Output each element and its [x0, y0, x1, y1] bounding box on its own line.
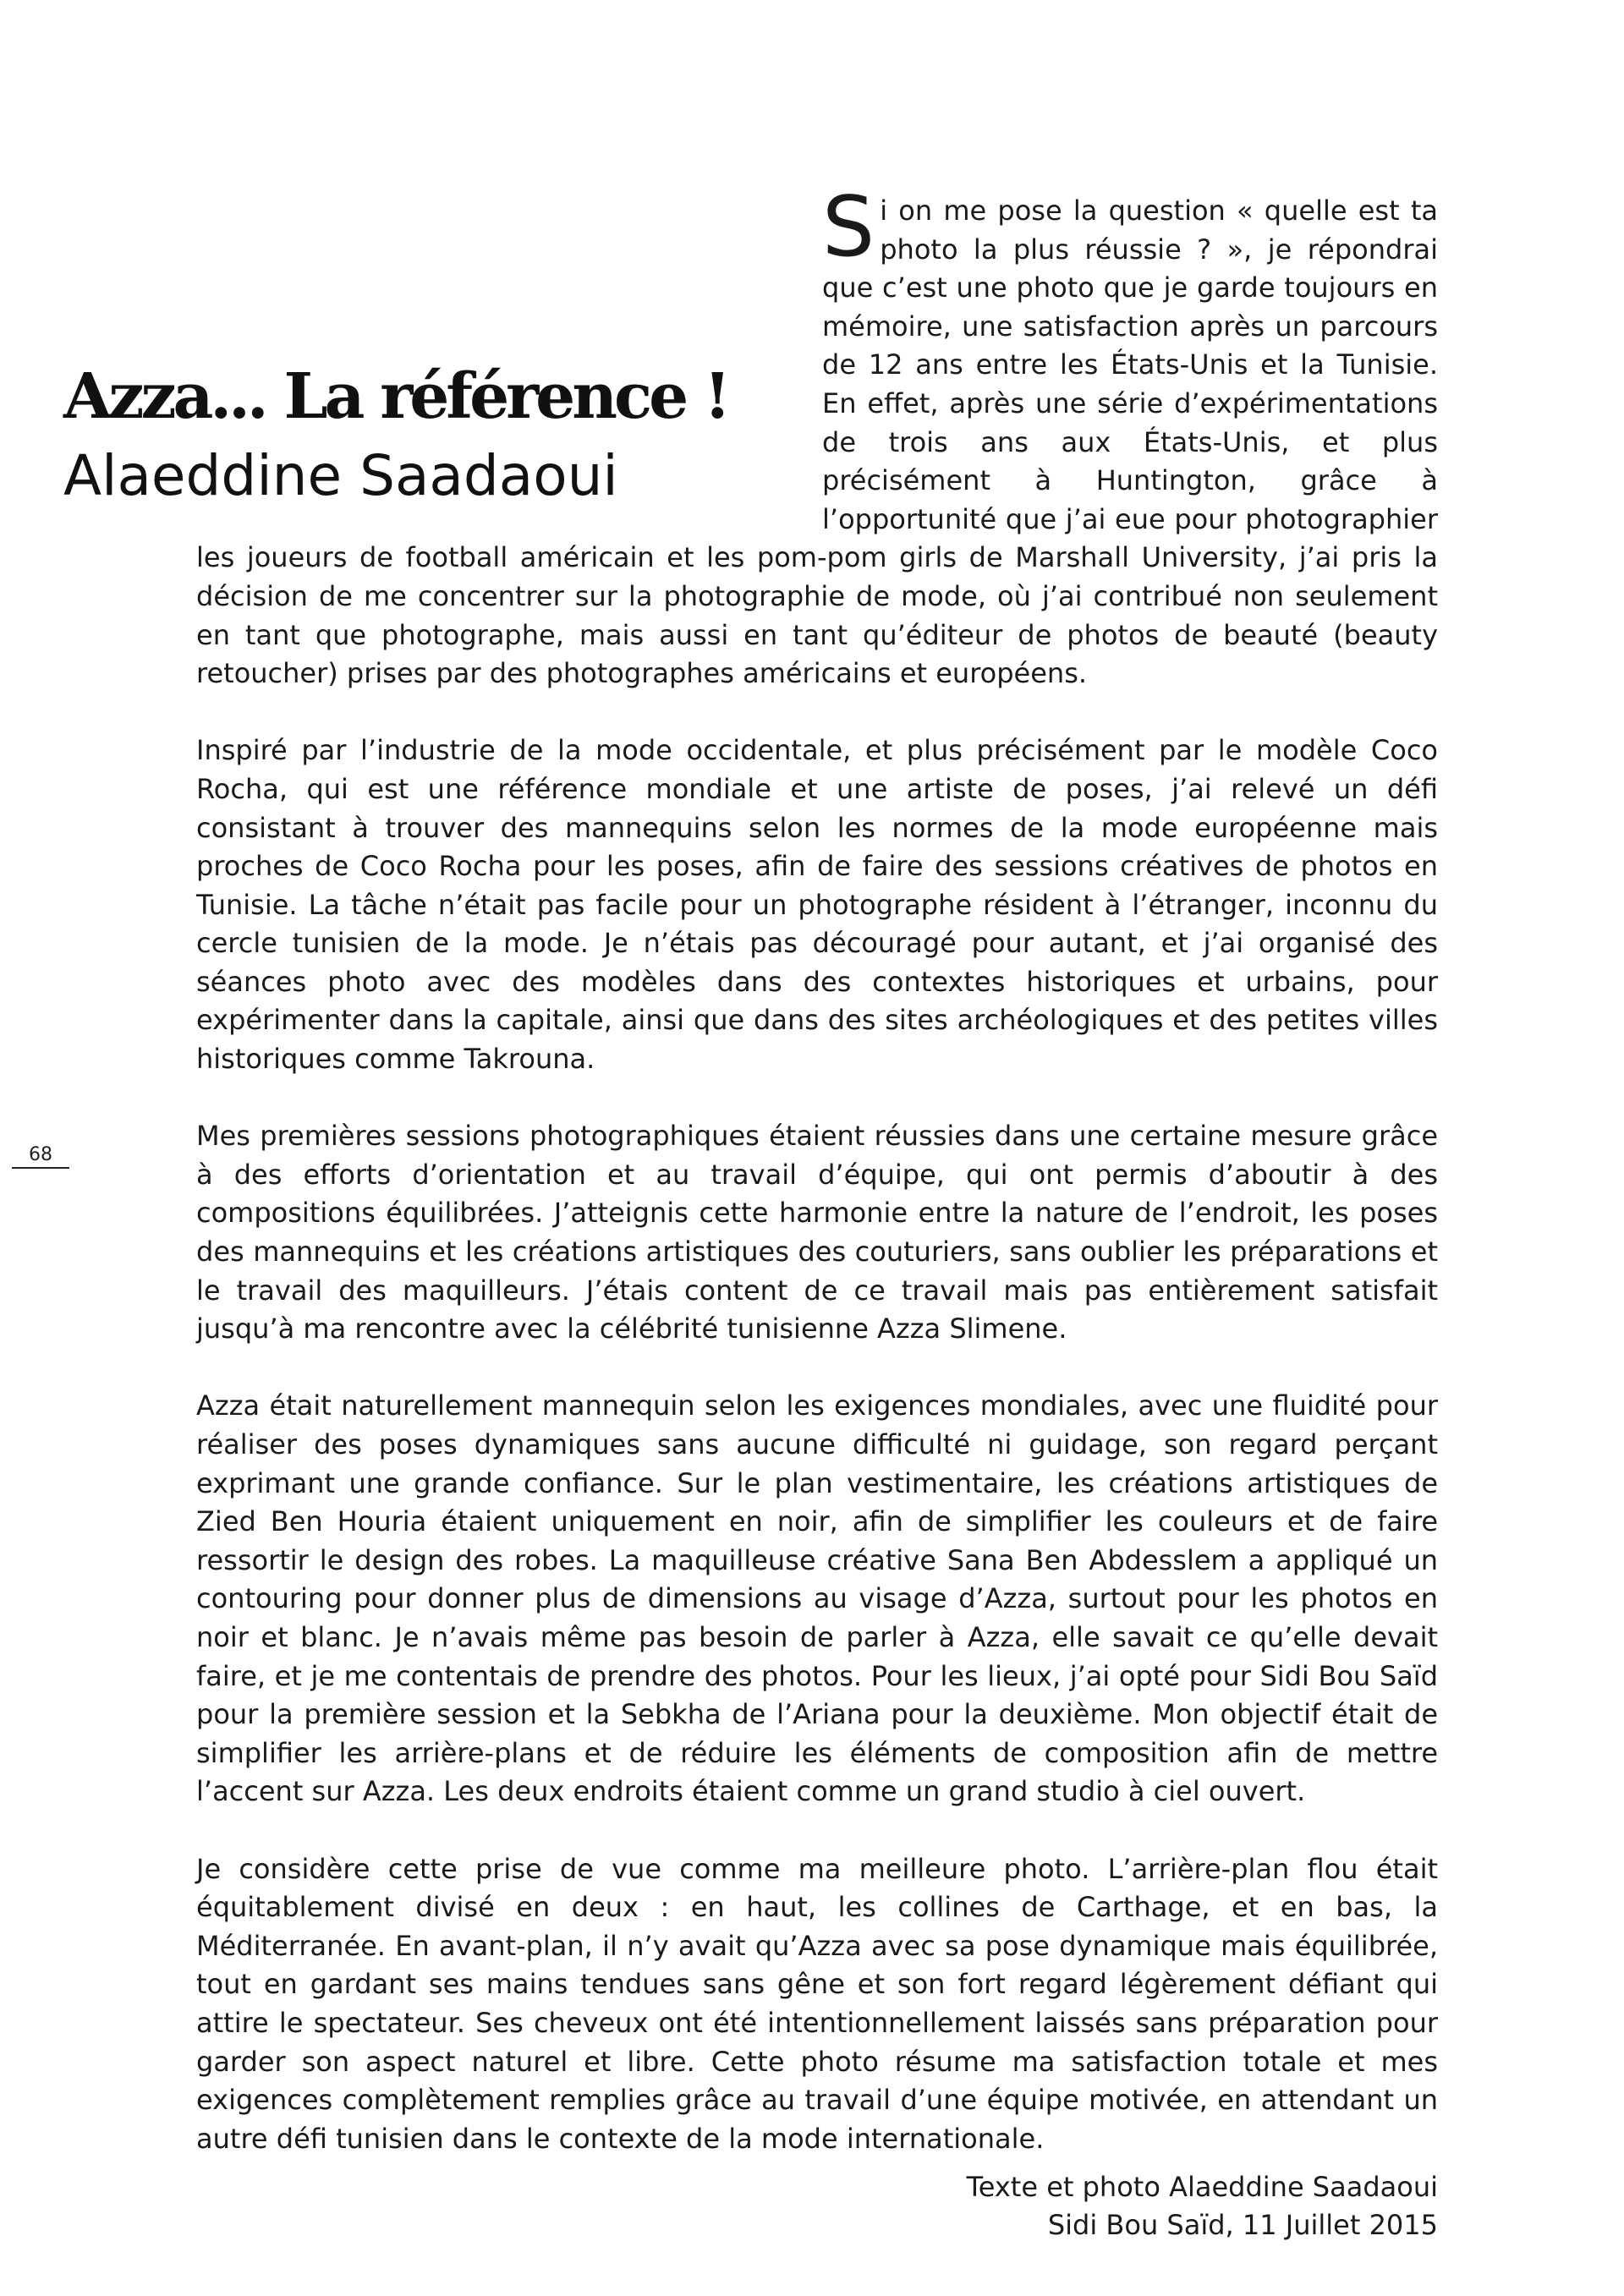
paragraph-4: Azza était naturellement mannequin selon les exigences mondiales, avec une fluidité pour réaliser des poses dynamiques sans aucune difficulté ni guidage, son regard perçant exprimant une grande confiance. Sur le plan vestimentaire, les créations artistiques de Zied Ben Houria étaient uniquement en noir, afin de simplifier les couleurs et de faire ressortir le design des robes. La maquilleuse créative Sana Ben Abdesslem a appliqué un contouring pour donner plus de dimensions au visage d’Azza, surtout pour les photos en noir et blanc. Je n’avais même pas besoin de parler à Azza, elle savait ce qu’elle devait faire, et je me contentais de prendre des photos. Pour les lieux, j’ai opté pour Sidi Bou Saïd pour la première session et la Sebkha de l’Ariana pour la deuxième. Mon objectif était de simplifier les arrière-plans et de réduire les éléments de composition afin de mettre l’accent sur Azza. Les deux endroits étaient comme un grand studio à ciel ouvert. [196, 1389, 1438, 1808]
article-body [196, 179, 1438, 2245]
drop-cap: S [822, 179, 875, 276]
page-number: 68 [12, 1143, 69, 1169]
paragraph-1-text: i on me pose la question « quelle est ta photo la plus réussie ? », je répondrai que c’est une photo que je garde toujours en mémoire, une satisfaction après un parcours de 12 ans entre les États-Unis et la Tunisie. En effet, après une série d’expérimentations de trois ans aux États-Unis, et plus précisément à Huntington, grâce à l’opportunité que j’ai eue pour photographier les joueurs de football américain et les pom-pom girls de Marshall University, j’ai pris la décision de me concentrer sur la photographie de mode, où j’ai contribué non seulement en tant que photographe, mais aussi en tant qu’éditeur de photos de beauté (beauty retoucher) prises par des photographes américains et européens. [196, 195, 1438, 690]
paragraph-5: Je considère cette prise de vue comme ma meilleure photo. L’arrière-plan flou était équitablement divisé en deux : en haut, les collines de Carthage, et en bas, la Méditerranée. En avant-plan, il n’y avait qu’Azza avec sa pose dynamique mais équilibrée, tout en gardant ses mains tendues sans gêne et son fort regard légèrement défiant qui attire le spectateur. Ses cheveux ont été intentionnellement laissés sans préparation pour garder son aspect naturel et libre. Cette photo résume ma satisfaction totale et mes exigences complètement remplies grâce au travail d’une équipe motivée, en attendant un autre défi tunisien dans le contexte de la mode internationale. [196, 1852, 1438, 2155]
signature-credit: Texte et photo Alaeddine Saadaoui [966, 2170, 1438, 2203]
signature-place-date: Sidi Bou Saïd, 11 Juillet 2015 [1047, 2209, 1438, 2242]
article-signature [196, 2168, 1438, 2245]
paragraph-2: Inspiré par l’industrie de la mode occidentale, et plus précisément par le modèle Coco Rocha, qui est une référence mondiale et une artiste de poses, j’ai relevé un défi consistant à trouver des mannequins selon les normes de la mode européenne mais proches de Coco Rocha pour les poses, afin de faire des sessions créatives de photos en Tunisie. La tâche n’était pas facile pour un photographe résident à l’étranger, inconnu du cercle tunisien de la mode. Je n’étais pas découragé pour autant, et j’ai organisé des séances photo avec des modèles dans des contextes historiques et urbains, pour expérimenter dans la capitale, ainsi que dans des sites archéologiques et des petites villes historiques comme Takrouna. [196, 734, 1438, 1076]
paragraph-3: Mes premières sessions photographiques étaient réussies dans une certaine mesure grâce à des efforts d’orientation et au travail d’équipe, qui ont permis d’aboutir à des compositions équilibrées. J’atteignis cette harmonie entre la nature de l’endroit, les poses des mannequins et les créations artistiques des couturiers, sans oublier les préparations et le travail des maquilleurs. J’étais content de ce travail mais pas entièrement satisfait jusqu’à ma rencontre avec la célébrité tunisienne Azza Slimene. [196, 1120, 1438, 1345]
article-author: Alaeddine Saadaoui [63, 443, 618, 508]
article-title: Azza... La référence ! [63, 360, 728, 433]
title-wrap-spacer [196, 346, 822, 537]
paragraph-1 [196, 179, 1438, 693]
